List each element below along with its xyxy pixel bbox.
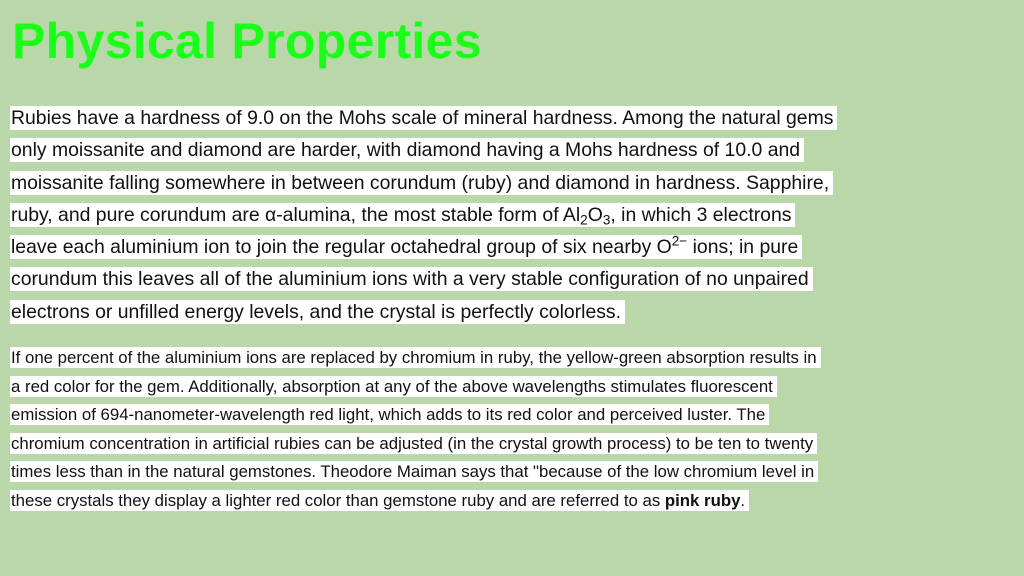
text-run: a red color for the gem. Additionally, absorption at any of the above wavelengths stimulates fluorescent <box>10 376 777 397</box>
text-segment: . <box>740 490 746 510</box>
text-run: Rubies have a hardness of 9.0 on the Mohs scale of mineral hardness. Among the natural gems <box>10 106 837 130</box>
subscript: 3 <box>602 212 611 228</box>
text-segment: , in which 3 electrons <box>610 203 792 226</box>
text-run <box>10 490 749 511</box>
text-line <box>10 430 1016 459</box>
text-run: chromium concentration in artificial rubies can be adjusted (in the crystal growth process) to be ten to twenty <box>10 433 817 454</box>
text-run <box>10 203 795 227</box>
text-run: electrons or unfilled energy levels, and the crystal is perfectly colorless. <box>10 300 625 324</box>
text-segment: ions; in pure <box>687 236 799 259</box>
text-line <box>10 458 1016 487</box>
text-line <box>10 263 1016 295</box>
slide-title: Physical Properties <box>12 13 482 69</box>
text-segment: these crystals they display a lighter red color than gemstone ruby and are referred to as <box>11 490 665 510</box>
text-line <box>10 199 1016 231</box>
text-run <box>10 235 802 259</box>
text-run: emission of 694-nanometer-wavelength red light, which adds to its red color and perceived luster. The <box>10 404 769 425</box>
text-line <box>10 344 1016 373</box>
subscript: 2 <box>580 212 588 228</box>
text-run: moissanite falling somewhere in between corundum (ruby) and diamond in hardness. Sapphire, <box>10 171 833 195</box>
text-run: times less than in the natural gemstones. Theodore Maiman says that "because of the low chromium level in <box>10 461 818 482</box>
text-line <box>10 487 1016 516</box>
text-segment: ruby, and pure corundum are α-alumina, the most stable form of Al <box>11 203 581 226</box>
text-line <box>10 296 1016 328</box>
emphasis-pink-ruby: pink ruby <box>664 490 741 510</box>
text-run: If one percent of the aluminium ions are replaced by chromium in ruby, the yellow-green absorption results in <box>10 347 821 368</box>
text-segment: leave each aluminium ion to join the regular octahedral group of six nearby O <box>11 236 672 259</box>
text-line <box>10 134 1016 166</box>
text-run: only moissanite and diamond are harder, with diamond having a Mohs hardness of 10.0 and <box>10 138 804 162</box>
text-line <box>10 167 1016 199</box>
text-line <box>10 373 1016 402</box>
paragraph-chromium <box>10 344 1016 516</box>
text-segment: O <box>587 203 603 226</box>
superscript: 2− <box>671 233 688 249</box>
text-run: corundum this leaves all of the aluminium ions with a very stable configuration of no unpaired <box>10 267 813 291</box>
text-line <box>10 231 1016 263</box>
paragraph-hardness <box>10 102 1016 328</box>
text-line <box>10 401 1016 430</box>
text-line <box>10 102 1016 134</box>
